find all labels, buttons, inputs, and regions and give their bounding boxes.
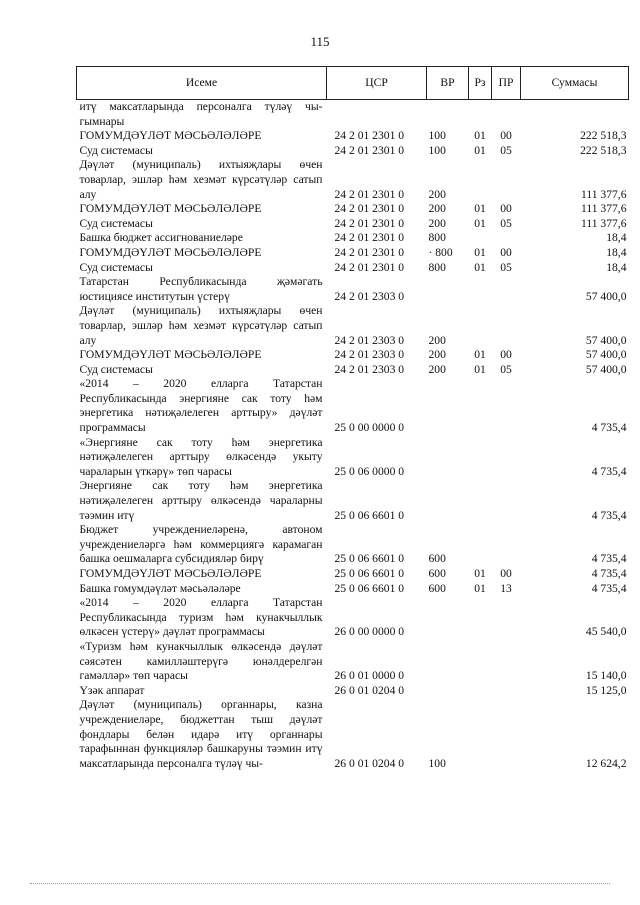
cell-csr: 24 2 01 2303 0 [334, 333, 405, 347]
cell-csr: 24 2 01 2301 0 [334, 187, 405, 201]
cell-vr [427, 479, 469, 523]
cell-sum: 57 400,0 [585, 333, 627, 347]
cell-pr [492, 100, 521, 130]
cell-rz [469, 100, 492, 130]
cell-sum: 222 518,3 [580, 143, 627, 157]
cell-csr: 26 0 01 0204 0 [334, 756, 405, 770]
table-row [77, 129, 629, 144]
cell-pr [492, 479, 521, 523]
cell-name: Бюджет учреждениеләренә, автоном учреждениеләргә һәм коммерциягә карамаган башка оешмаларга субсидияләр бирү [79, 523, 323, 566]
header-sum: Суммасы [521, 67, 629, 100]
cell-sum: 4 735,4 [591, 421, 627, 435]
table-row [77, 567, 629, 582]
cell-csr: 26 0 01 0000 0 [334, 669, 405, 683]
cell-pr: 13 [500, 581, 512, 595]
cell-name: ГОМУМДӘҮЛӘТ МӘСЬӘЛӘЛӘРЕ [79, 129, 262, 143]
cell-csr: 25 0 06 6601 0 [334, 508, 405, 522]
cell-sum: 111 377,6 [580, 202, 627, 216]
cell-sum: 18,4 [606, 231, 627, 245]
page-number: 115 [310, 34, 330, 49]
cell-pr [492, 377, 521, 435]
cell-rz: 01 [474, 202, 486, 216]
cell-pr: 05 [500, 216, 512, 230]
cell-rz [469, 523, 492, 567]
cell-name: «Энергияне сак тоту һәм энергетика нәтиҗәлелеген арттыру өлкәсендә укыту чараларын үткәрү» төп чарасы [79, 435, 323, 478]
cell-csr: 25 0 06 0000 0 [334, 464, 405, 478]
cell-sum: 12 624,2 [585, 756, 627, 770]
cell-rz: 01 [474, 348, 486, 362]
cell-name: Энергияне сак тоту һәм энергетика нәтиҗәлелеген арттыру өлкәсендә чараларны тәэмин итү [79, 479, 323, 522]
cell-name: итү максатларында персоналга түләү чы-гымнары [79, 100, 323, 128]
table-row [77, 684, 629, 699]
table-row [77, 304, 629, 348]
cell-rz: 01 [474, 143, 486, 157]
table-row [77, 596, 629, 640]
table-row [77, 523, 629, 567]
cell-csr: 24 2 01 2301 0 [334, 231, 405, 245]
cell-pr: 05 [500, 362, 512, 376]
cell-sum: 4 735,4 [591, 464, 627, 478]
cell-name: «2014 – 2020 елларга Татарстан Республикасында энергияне сак тоту һәм энергетика нәтиҗәлелеген арттыру» дәүләт программасы [79, 377, 323, 435]
cell-rz [469, 275, 492, 304]
table-row [77, 202, 629, 217]
header-pr: ПР [492, 67, 521, 100]
cell-vr: · 800 [428, 245, 453, 259]
cell-vr [427, 596, 469, 640]
cell-vr: 100 [428, 143, 446, 157]
cell-name: ГОМУМДӘҮЛӘТ МӘСЬӘЛӘЛӘРЕ [79, 245, 262, 259]
cell-csr: 24 2 01 2301 0 [334, 129, 405, 143]
cell-vr: 200 [428, 202, 446, 216]
cell-vr: 100 [428, 756, 446, 770]
cell-vr [427, 436, 469, 480]
cell-sum: 45 540,0 [585, 625, 627, 639]
cell-name: Үзәк аппарат [79, 683, 145, 697]
cell-csr: 24 2 01 2301 0 [334, 245, 405, 259]
cell-csr: 25 0 06 6601 0 [334, 567, 405, 580]
cell-vr [427, 100, 469, 130]
table-row [77, 246, 629, 261]
table-row [77, 158, 629, 202]
cell-name: «2014 – 2020 елларга Татарстан Республикасында туризм һәм кунакчыллык өлкәсен үстерү» дәүләт программасы [79, 596, 323, 639]
cell-vr: 200 [428, 348, 446, 362]
cell-csr: 24 2 01 2303 0 [334, 348, 405, 362]
cell-vr [427, 684, 469, 699]
table-row [77, 698, 629, 771]
cell-name: Башка гомумдәүләт мәсьәләләре [79, 581, 241, 595]
cell-rz: 01 [474, 245, 486, 259]
cell-vr: 200 [428, 216, 446, 230]
cell-csr: 24 2 01 2303 0 [334, 362, 405, 376]
cell-csr [327, 100, 427, 130]
cell-pr: 00 [500, 129, 512, 143]
header-rz: Рз [469, 67, 492, 100]
cell-name: ГОМУМДӘҮЛӘТ МӘСЬӘЛӘЛӘРЕ [79, 348, 262, 362]
cell-vr: 100 [428, 129, 446, 143]
cell-sum: 4 735,4 [591, 552, 627, 566]
cell-rz: 01 [474, 581, 486, 595]
cell-pr [492, 275, 521, 304]
cell-pr: 00 [500, 202, 512, 216]
cell-sum: 18,4 [606, 260, 627, 274]
cell-vr: 600 [428, 552, 446, 566]
cell-rz [469, 684, 492, 699]
cell-rz [469, 640, 492, 684]
cell-pr: 05 [500, 143, 512, 157]
cell-rz [469, 231, 492, 246]
cell-vr: 200 [428, 362, 446, 376]
cell-name: Суд системасы [79, 143, 153, 157]
cell-name: Суд системасы [79, 260, 153, 274]
cell-pr [492, 596, 521, 640]
table-row [77, 348, 629, 363]
cell-name: Суд системасы [79, 216, 153, 230]
cell-pr [492, 304, 521, 348]
cell-sum: 4 735,4 [591, 567, 627, 580]
cell-name: ГОМУМДӘҮЛӘТ МӘСЬӘЛӘЛӘРЕ [79, 567, 262, 580]
cell-rz [469, 377, 492, 435]
table-row [77, 275, 629, 304]
cell-sum: 15 140,0 [585, 669, 627, 683]
table-row [77, 100, 629, 130]
table-row [77, 640, 629, 684]
cell-pr: 05 [500, 260, 512, 274]
cell-rz [469, 436, 492, 480]
cell-pr: 00 [500, 567, 512, 580]
cell-rz: 01 [474, 216, 486, 230]
cell-sum: 57 400,0 [585, 289, 627, 303]
cell-name: ГОМУМДӘҮЛӘТ МӘСЬӘЛӘЛӘРЕ [79, 202, 262, 216]
cell-vr [427, 275, 469, 304]
cell-csr: 25 0 06 6601 0 [334, 581, 405, 595]
cell-vr: 200 [428, 187, 446, 201]
cell-pr [492, 684, 521, 699]
table-row [77, 231, 629, 246]
table-row [77, 377, 629, 435]
cell-sum: 15 125,0 [585, 683, 627, 697]
cell-rz: 01 [474, 129, 486, 143]
cell-vr: 800 [428, 231, 446, 245]
cell-pr [492, 436, 521, 480]
budget-table [76, 66, 629, 771]
cell-rz: 01 [474, 567, 486, 580]
header-vr: ВР [427, 67, 469, 100]
cell-sum: 4 735,4 [591, 581, 627, 595]
cell-csr: 25 0 06 6601 0 [334, 552, 405, 566]
cell-sum: 18,4 [606, 245, 627, 259]
cell-sum [521, 100, 629, 130]
cell-csr: 26 0 01 0204 0 [334, 683, 405, 697]
cell-name: Татарстан Республикасында җәмәгать юстициясе институтын үстерү [79, 275, 323, 303]
cell-rz [469, 479, 492, 523]
table-row [77, 436, 629, 480]
cell-sum: 111 377,6 [580, 187, 627, 201]
cell-pr [492, 698, 521, 771]
table-row [77, 144, 629, 159]
cell-csr: 25 0 00 0000 0 [334, 421, 405, 435]
cell-pr [492, 231, 521, 246]
page-bottom-rule [30, 883, 610, 884]
cell-vr [427, 640, 469, 684]
cell-csr: 24 2 01 2301 0 [334, 260, 405, 274]
cell-vr [427, 377, 469, 435]
cell-csr: 26 0 00 0000 0 [334, 625, 405, 639]
table-row [77, 479, 629, 523]
cell-rz [469, 698, 492, 771]
cell-name: «Туризм һәм кунакчыллык өлкәсендә дәүләт сәясәтен камилләштерүгә юнәлдерелгән гамәлләр» төп чарасы [79, 639, 323, 683]
cell-pr [492, 523, 521, 567]
table-row [77, 261, 629, 276]
cell-name: Дәүләт (муниципаль) ихтыяҗлары өчен товарлар, эшләр һәм хезмәт күрсәтүләр сатып алу [79, 158, 323, 201]
cell-name: Суд системасы [79, 362, 153, 376]
cell-name: Башка бюджет ассигнованиеләре [79, 231, 243, 245]
cell-csr: 24 2 01 2303 0 [334, 289, 405, 303]
cell-name: Дәүләт (муниципаль) органнары, казна учреждениеләре, бюджеттан тыш дәүләт фондлары белән идарә итү органнары тарафыннан функцияләр башкаруны тәэмин итү максатларында персоналга түләү чы- [79, 698, 323, 770]
cell-pr [492, 158, 521, 202]
table-row [77, 363, 629, 378]
cell-vr: 600 [428, 581, 446, 595]
cell-sum: 111 377,6 [580, 216, 627, 230]
cell-csr: 24 2 01 2301 0 [334, 143, 405, 157]
cell-vr: 800 [428, 260, 446, 274]
cell-csr: 24 2 01 2301 0 [334, 216, 405, 230]
table-row [77, 217, 629, 232]
header-name: Исеме [77, 67, 327, 100]
cell-name: Дәүләт (муниципаль) ихтыяҗлары өчен товарлар, эшләр һәм хезмәт күрсәтүләр сатып алу [79, 304, 323, 347]
cell-rz: 01 [474, 260, 486, 274]
cell-rz [469, 158, 492, 202]
cell-pr [492, 640, 521, 684]
table-header-row [77, 67, 629, 100]
table-row [77, 582, 629, 597]
cell-vr: 200 [428, 333, 446, 347]
cell-rz [469, 596, 492, 640]
cell-rz [469, 304, 492, 348]
cell-pr: 00 [500, 348, 512, 362]
cell-sum: 57 400,0 [585, 348, 627, 362]
cell-sum: 4 735,4 [591, 508, 627, 522]
cell-vr: 600 [428, 567, 446, 580]
header-csr: ЦСР [327, 67, 427, 100]
cell-sum: 57 400,0 [585, 362, 627, 376]
cell-sum: 222 518,3 [580, 129, 627, 143]
cell-rz: 01 [474, 362, 486, 376]
cell-csr: 24 2 01 2301 0 [334, 202, 405, 216]
cell-pr: 00 [500, 245, 512, 259]
